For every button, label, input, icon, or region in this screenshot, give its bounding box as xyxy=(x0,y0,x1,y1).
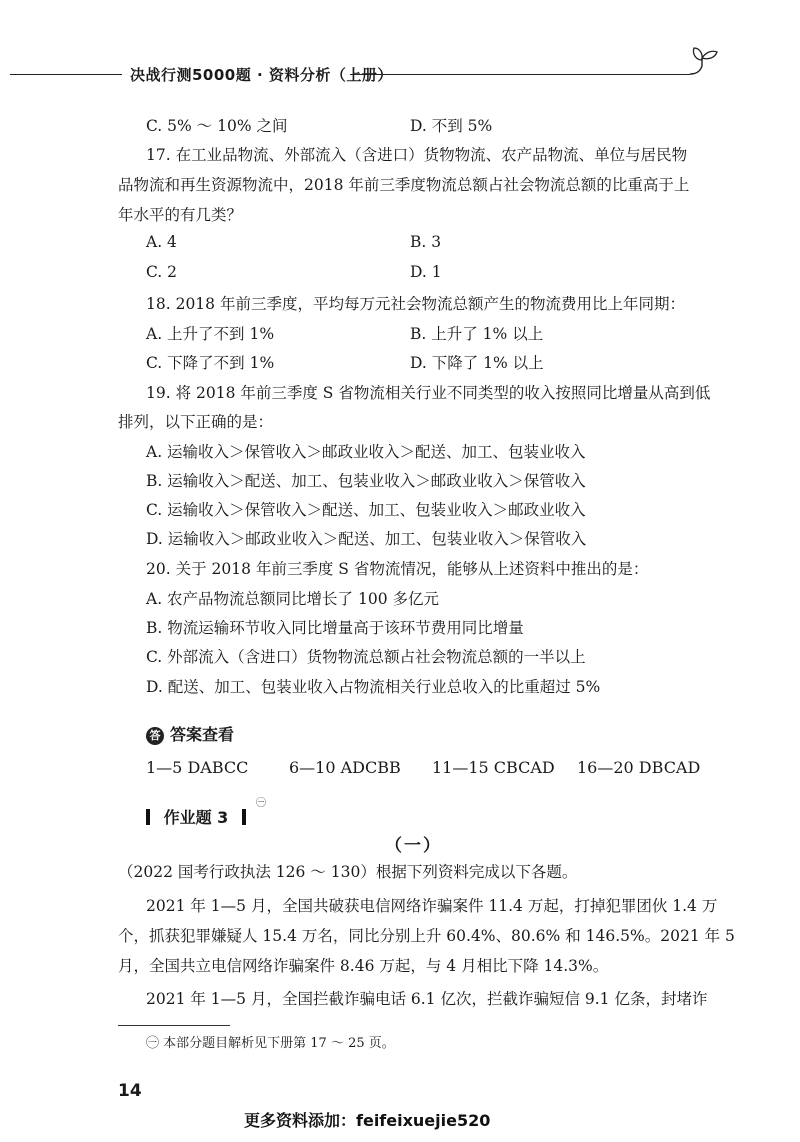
q17-stem-line-2: 品物流和再生资源物流中，2018 年前三季度物流总额占社会物流总额的比重高于上 xyxy=(118,176,690,194)
passage-p2-line-1: 2021 年 1—5 月，全国拦截诈骗电话 6.1 亿次，拦截诈骗短信 9.1 亿条，封堵诈 xyxy=(146,990,708,1008)
q20-stem-line-1: 20. 关于 2018 年前三季度 S 省物流情况，能够从上述资料中推出的是： xyxy=(146,560,649,578)
watermark-text: 更多资料添加：feifeixuejie520 xyxy=(244,1111,491,1130)
page-number: 14 xyxy=(118,1081,142,1101)
footnote-marker: ㊀ xyxy=(256,798,266,809)
q18-option-a: A. 上升了不到 1% xyxy=(146,325,275,343)
q20-option-c: C. 外部流入（含进口）货物物流总额占社会物流总额的一半以上 xyxy=(146,648,586,666)
passage-p1-line-1: 2021 年 1—5 月，全国共破获电信网络诈骗案件 11.4 万起，打掉犯罪团伙 1.4 万 xyxy=(146,897,718,915)
passage-p1-line-3: 月，全国共立电信网络诈骗案件 8.46 万起，与 4 月相比下降 14.3%。 xyxy=(118,957,609,975)
sprout-logo-icon xyxy=(688,44,720,78)
q18-option-b: B. 上升了 1% 以上 xyxy=(410,325,544,343)
q17-option-b: B. 3 xyxy=(410,233,442,251)
q17-option-a: A. 4 xyxy=(146,233,177,251)
passage-p1-line-2: 个，抓获犯罪嫌疑人 15.4 万名，同比分别上升 60.4%、80.6% 和 146.5%。2021 年 5 xyxy=(118,927,735,945)
header-rule-right xyxy=(350,74,690,75)
answer-key-1: 1—5 DABCC xyxy=(146,758,249,777)
homework-heading xyxy=(146,805,246,828)
q16-option-c: C. 5% ～ 10% 之间 xyxy=(146,117,288,135)
answer-key-4: 16—20 DBCAD xyxy=(577,758,701,777)
answer-heading-label: 答案查看 xyxy=(170,725,235,744)
q16-option-d: D. 不到 5% xyxy=(410,117,493,135)
footnote-rule xyxy=(118,1025,230,1026)
q17-stem-line-3: 年水平的有几类？ xyxy=(118,206,243,224)
answer-key-2: 6—10 ADCBB xyxy=(289,758,401,777)
footnote-text: ㊀ 本部分题目解析见下册第 17 ～ 25 页。 xyxy=(146,1036,395,1051)
q19-option-b: B. 运输收入＞配送、加工、包装业收入＞邮政业收入＞保管收入 xyxy=(146,472,586,490)
q17-stem-line-1: 17. 在工业品物流、外部流入（含进口）货物物流、农产品物流、单位与居民物 xyxy=(146,146,688,164)
answer-badge-icon: 答 xyxy=(146,727,164,745)
homework-heading-label: 作业题 3 xyxy=(163,808,229,827)
q18-option-c: C. 下降了不到 1% xyxy=(146,354,275,372)
heading-bar-left xyxy=(146,809,150,825)
passage-intro: （2022 国考行政执法 126 ～ 130）根据下列资料完成以下各题。 xyxy=(118,863,578,881)
q20-option-b: B. 物流运输环节收入同比增量高于该环节费用同比增量 xyxy=(146,619,524,637)
q17-option-d: D. 1 xyxy=(410,263,442,281)
answer-heading xyxy=(146,722,234,745)
answer-key-3: 11—15 CBCAD xyxy=(432,758,555,777)
section-title: （一） xyxy=(385,836,442,856)
q19-stem-line-2: 排列，以下正确的是： xyxy=(118,413,274,431)
q17-option-c: C. 2 xyxy=(146,263,178,281)
q18-option-d: D. 下降了 1% 以上 xyxy=(410,354,544,372)
q19-stem-line-1: 19. 将 2018 年前三季度 S 省物流相关行业不同类型的收入按照同比增量从高到低 xyxy=(146,384,711,402)
q19-option-d: D. 运输收入＞邮政业收入＞配送、加工、包装业收入＞保管收入 xyxy=(146,530,587,548)
q20-option-d: D. 配送、加工、包装业收入占物流相关行业总收入的比重超过 5% xyxy=(146,678,601,696)
q18-stem-line-1: 18. 2018 年前三季度，平均每万元社会物流总额产生的物流费用比上年同期： xyxy=(146,295,685,313)
q20-option-a: A. 农产品物流总额同比增长了 100 多亿元 xyxy=(146,590,439,608)
heading-bar-right xyxy=(242,809,246,825)
q19-option-c: C. 运输收入＞保管收入＞配送、加工、包装业收入＞邮政业收入 xyxy=(146,501,586,519)
q19-option-a: A. 运输收入＞保管收入＞邮政业收入＞配送、加工、包装业收入 xyxy=(146,443,586,461)
header-rule-left xyxy=(10,74,122,75)
running-header-title: 决战行测5000题 · 资料分析（上册） xyxy=(130,66,393,84)
